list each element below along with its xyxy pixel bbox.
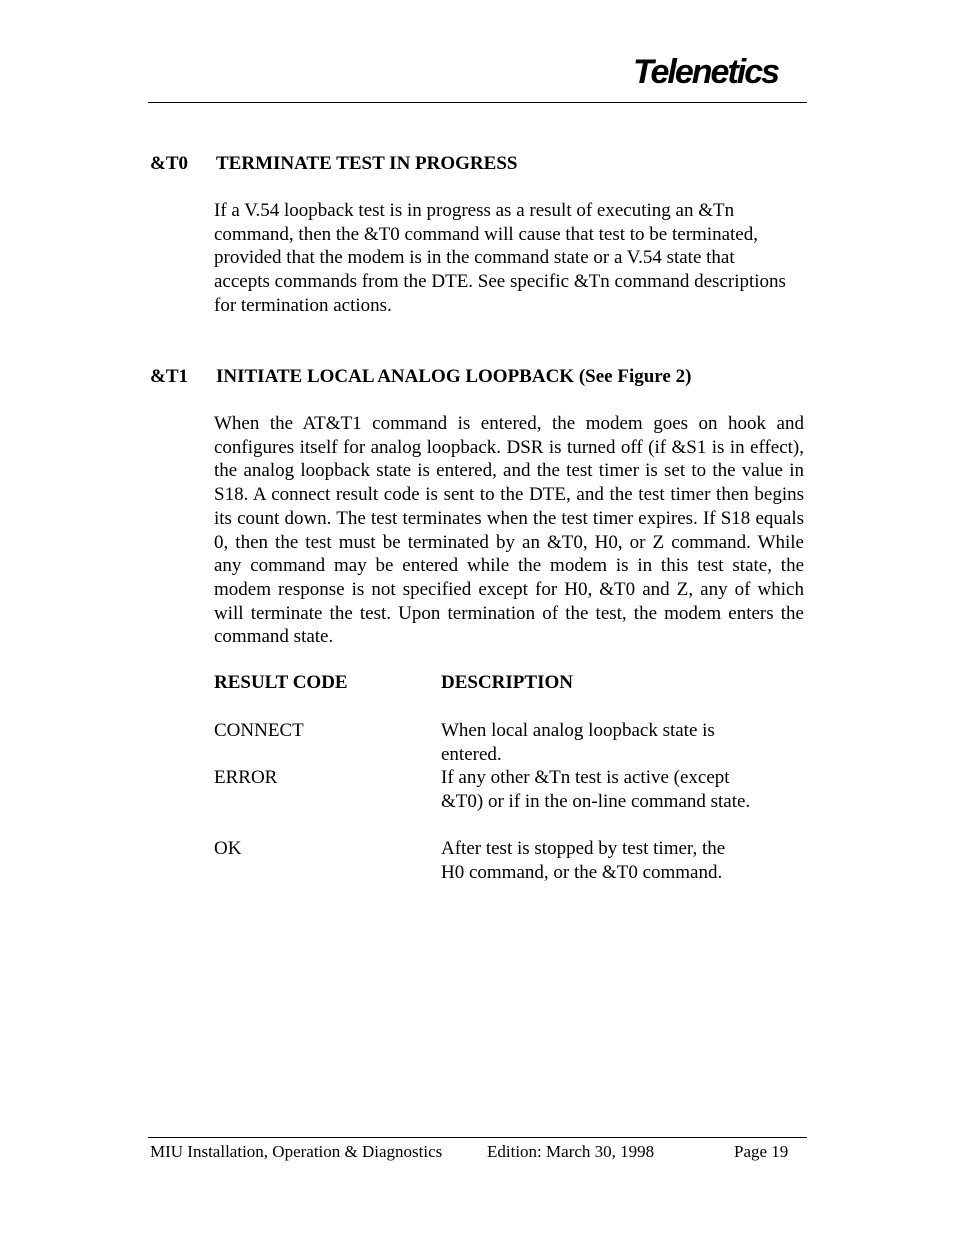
section-code: &T1: [150, 366, 188, 387]
section-code: &T0: [150, 153, 188, 174]
section-heading-t1: [150, 365, 691, 389]
result-description: When local analog loopback state is entered.: [441, 720, 715, 765]
section-title: TERMINATE TEST IN PROGRESS: [216, 153, 518, 174]
footer-divider: [148, 1137, 807, 1138]
description-column-header: DESCRIPTION: [441, 672, 573, 693]
section-body-t0: If a V.54 loopback test is in progress as a result of executing an &Tn command, then the &T0 command will cause that test to be terminated, provided that the modem is in the command state or a V.54 state that accepts commands from the DTE. See specific &Tn command descriptions for termination actions.: [214, 200, 786, 316]
section-heading-t0: [150, 152, 517, 176]
section-title: INITIATE LOCAL ANALOG LOOPBACK (See Figure 2): [216, 366, 692, 387]
header-divider: [148, 102, 807, 103]
result-description: After test is stopped by test timer, the H0 command, or the &T0 command.: [441, 838, 726, 883]
result-code-column-header: RESULT CODE: [214, 672, 348, 693]
result-code: ERROR: [214, 767, 278, 788]
company-logo: Telenetiсs: [633, 53, 779, 91]
result-description: If any other &Tn test is active (except &T0) or if in the on-line command state.: [441, 767, 751, 812]
footer-edition: Edition: March 30, 1998: [487, 1142, 655, 1161]
footer-doc-title: MIU Installation, Operation & Diagnostics: [150, 1142, 443, 1161]
result-code: OK: [214, 838, 242, 859]
footer-page-number: Page 19: [734, 1142, 789, 1161]
section-body-t1: When the AT&T1 command is entered, the modem goes on hook and configures itself for analog loopback. DSR is turned off (if &S1 is in effect), the analog loopback state is entered, and the test timer is set to the value in S18. A connect result code is sent to the DTE, and the test timer then begins its count down. The test terminates when the test timer expires. If S18 equals 0, then the test must be terminated by an &T0, H0, or Z command. While any command may be entered while the modem is in this test state, the modem response is not specified except for H0, &T0 and Z, any of which will terminate the test. Upon termination of the test, the modem enters the command state.: [214, 413, 804, 648]
result-code: CONNECT: [214, 720, 304, 741]
